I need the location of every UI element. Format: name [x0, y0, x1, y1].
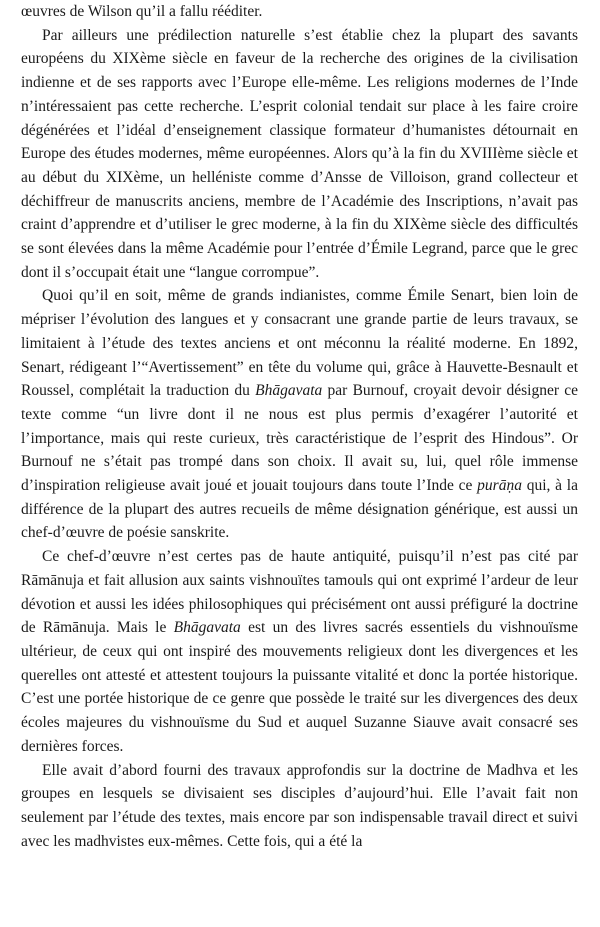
text-segment: Par ailleurs une prédilection naturelle s’est établie chez la plupart des savants européens du XIXème siècle en faveur de la recherche des origines de la civilisation indienne et de ses rapports avec l’Europe elle-même. Les religions modernes de l’Inde n’intéressaient pas cette recherche. L’esprit colonial tendait sur place à les faire croire dégénérées et l’idéal d’enseignement classique formateur d’humanistes détournait en Europe des études modernes, même européennes. Alors qu’à la fin du XVIIIème siècle et au début du XIXème, un helléniste comme d’Ansse de Villoison, grand collecteur et déchiffreur de manuscrits anciens, membre de l’Académie des Inscriptions, n’avait pas craint d’apprendre et d’utiliser le grec moderne, à la fin du XIXème siècle des difficultés se sont élevées dans la même Académie pour l’entrée d’Émile Legrand, parce que le grec dont il s’occupait était une “langue corrompue”. [21, 26, 578, 281]
paragraph-1 [21, 0, 578, 24]
paragraph-4 [21, 545, 578, 758]
text-segment: Ce chef-d’œuvre n’est certes pas de haute antiquité, puisqu’il n’est pas cité par Rāmānuja et fait allusion aux saints vishnouïtes tamouls qui ont exprimé l’ardeur de leur dévotion et aussi les idées philosophiques qui précisément ont aussi préfiguré la doctrine de Rāmānuja. Mais le [21, 548, 578, 637]
text-segment: œuvres de Wilson qu’il a fallu rééditer. [21, 3, 263, 20]
document-page [21, 0, 578, 853]
text-segment: Elle avait d’abord fourni des travaux approfondis sur la doctrine de Madhva et les groupes en lesquels se divisaient ses disciples d’aujourd’hui. Elle l’avait fait non seulement par l’étude des textes, mais encore par son indispensable travail direct et suivi avec les madhvistes eux-mêmes. Cette fois, qui a été la [21, 761, 578, 850]
italic-title-bhagavata: Bhāgavata [173, 619, 241, 637]
paragraph-5 [21, 759, 578, 854]
text-segment: par Burnouf, croyait devoir désigner ce texte comme “un livre dont il ne nous est plus permis d’exagérer l’autorité et l’importance, mais qui reste curieux, très caractéristique de l’esprit des Hindous”. Or Burnouf ne s’était pas trompé dans son choix. Il avait su, lui, quel rôle immense d’inspiration religieuse avait joué et jouait toujours dans toute l’Inde ce [21, 382, 578, 495]
italic-title-bhagavata: Bhāgavata [255, 382, 323, 400]
text-segment: Quoi qu’il en soit, même de grands indianistes, comme Émile Senart, bien loin de mépriser l’évolution des langues et y consacrant une grande partie de leurs travaux, se limitaient à l’étude des textes anciens et ont méconnu la réalité moderne. En 1892, Senart, rédigeant l’“Avertissement” en tête du volume qui, grâce à Hauvette-Besnault et Roussel, complétait la traduction du [21, 287, 578, 400]
paragraph-3 [21, 284, 578, 545]
text-segment: est un des livres sacrés essentiels du vishnouïsme ultérieur, de ceux qui ont inspiré des mouvements religieux dont les divergences et les querelles ont attesté et attestent toujours la puissante vitalité et donc la portée historique. C’est une portée historique de ce genre que possède le traité sur les divergences des deux écoles majeures du vishnouïsme du Sud et auquel Suzanne Siauve avait consacré ses dernières forces. [21, 619, 578, 755]
paragraph-2 [21, 24, 578, 285]
italic-term-purana: purāṇa [477, 477, 522, 495]
text-segment: qui, à la différence de la plupart des autres recueils de même désignation générique, est aussi un chef-d’œuvre de poésie sanskrite. [21, 477, 578, 542]
